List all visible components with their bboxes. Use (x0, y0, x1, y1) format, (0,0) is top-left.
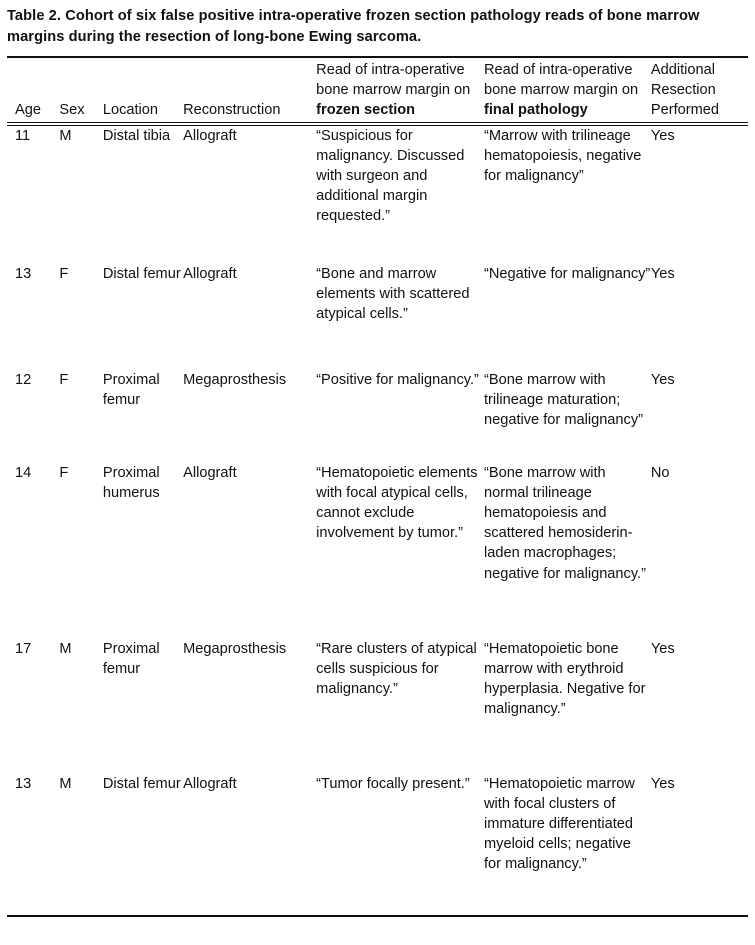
cell-age: 17 (15, 640, 32, 657)
cell-sex: F (59, 371, 69, 388)
cell-age: 13 (15, 265, 32, 282)
cell-final-read: “Marrow with trilineage hematopoiesis, negative for malignancy” (484, 127, 642, 185)
cell-final-read: “Hematopoietic marrow with focal clusters of immature differentiated myeloid cells; negative for malignancy.” (484, 775, 635, 873)
cell-location: Distal femur (102, 775, 181, 792)
header-final-prefix: Read of intra-operative bone marrow margin on (484, 62, 639, 99)
cell-reconstruction: Allograft (183, 464, 237, 481)
cell-frozen-read: “Rare clusters of atypical cells suspicious for malignancy.” (316, 640, 477, 698)
cell-age: 14 (15, 464, 32, 481)
cell-reconstruction: Megaprosthesis (183, 640, 287, 657)
table-row (7, 639, 748, 774)
cell-age: 11 (15, 127, 31, 144)
table-row (7, 774, 748, 916)
table-row (7, 124, 748, 264)
header-frozen-bold: frozen section (316, 102, 416, 119)
cell-location: Proximal humerus (102, 464, 160, 501)
table-caption: Table 2. Cohort of six false positive intra-operative frozen section pathology reads of bone marrow margins during the resection of long-bone Ewing sarcoma. (7, 8, 700, 45)
cell-additional-resection: Yes (650, 775, 675, 792)
header-frozen-prefix: Read of intra-operative bone marrow margin on (316, 62, 471, 99)
cell-additional-resection: No (650, 464, 670, 481)
header-age: Age (15, 102, 41, 119)
cell-reconstruction: Allograft (183, 127, 237, 144)
cell-reconstruction: Allograft (183, 775, 237, 792)
cell-additional-resection: Yes (650, 371, 675, 388)
cell-additional-resection: Yes (650, 640, 675, 657)
cell-sex: M (59, 127, 72, 144)
header-additional-resection: Additional Resection Performed (650, 62, 719, 119)
table-row (7, 370, 748, 463)
cell-location: Distal femur (102, 265, 181, 282)
cell-sex: F (59, 265, 69, 282)
cell-frozen-read: “Tumor focally present.” (316, 775, 470, 792)
cell-frozen-read: “Positive for malignancy.” (316, 371, 479, 388)
cell-final-read: “Hematopoietic bone marrow with erythroid hyperplasia. Negative for malignancy.” (484, 640, 646, 718)
table-row (7, 463, 748, 639)
header-final-pathology (484, 57, 651, 124)
cohort-table (7, 56, 748, 917)
cell-final-read: “Bone marrow with trilineage maturation; negative for malignancy” (484, 371, 643, 429)
header-location: Location (102, 102, 159, 119)
table-header-row (7, 57, 748, 124)
header-sex: Sex (59, 102, 85, 119)
cell-reconstruction: Megaprosthesis (183, 371, 287, 388)
cell-frozen-read: “Bone and marrow elements with scattered atypical cells.” (316, 265, 470, 323)
cell-sex: M (59, 640, 72, 657)
cell-location: Distal tibia (102, 127, 171, 144)
header-reconstruction: Reconstruction (183, 102, 281, 119)
cell-age: 13 (15, 775, 32, 792)
cell-final-read: “Bone marrow with normal trilineage hematopoiesis and scattered hemosiderin-laden macrophages; negative for malignancy.” (484, 464, 646, 582)
cell-additional-resection: Yes (650, 127, 675, 144)
header-final-bold: final pathology (484, 102, 588, 119)
cell-reconstruction: Allograft (183, 265, 237, 282)
cell-sex: F (59, 464, 69, 481)
cell-additional-resection: Yes (650, 265, 675, 282)
header-frozen-section (316, 57, 484, 124)
cell-location: Proximal femur (102, 371, 160, 408)
table-row (7, 264, 748, 370)
cell-sex: M (59, 775, 72, 792)
cell-location: Proximal femur (102, 640, 160, 677)
cell-age: 12 (15, 371, 32, 388)
cell-frozen-read: “Suspicious for malignancy. Discussed with surgeon and additional margin requested.” (316, 127, 465, 225)
cell-final-read: “Negative for malignancy” (484, 265, 651, 282)
cell-frozen-read: “Hematopoietic elements with focal atypical cells, cannot exclude involvement by tumor.” (316, 464, 478, 542)
